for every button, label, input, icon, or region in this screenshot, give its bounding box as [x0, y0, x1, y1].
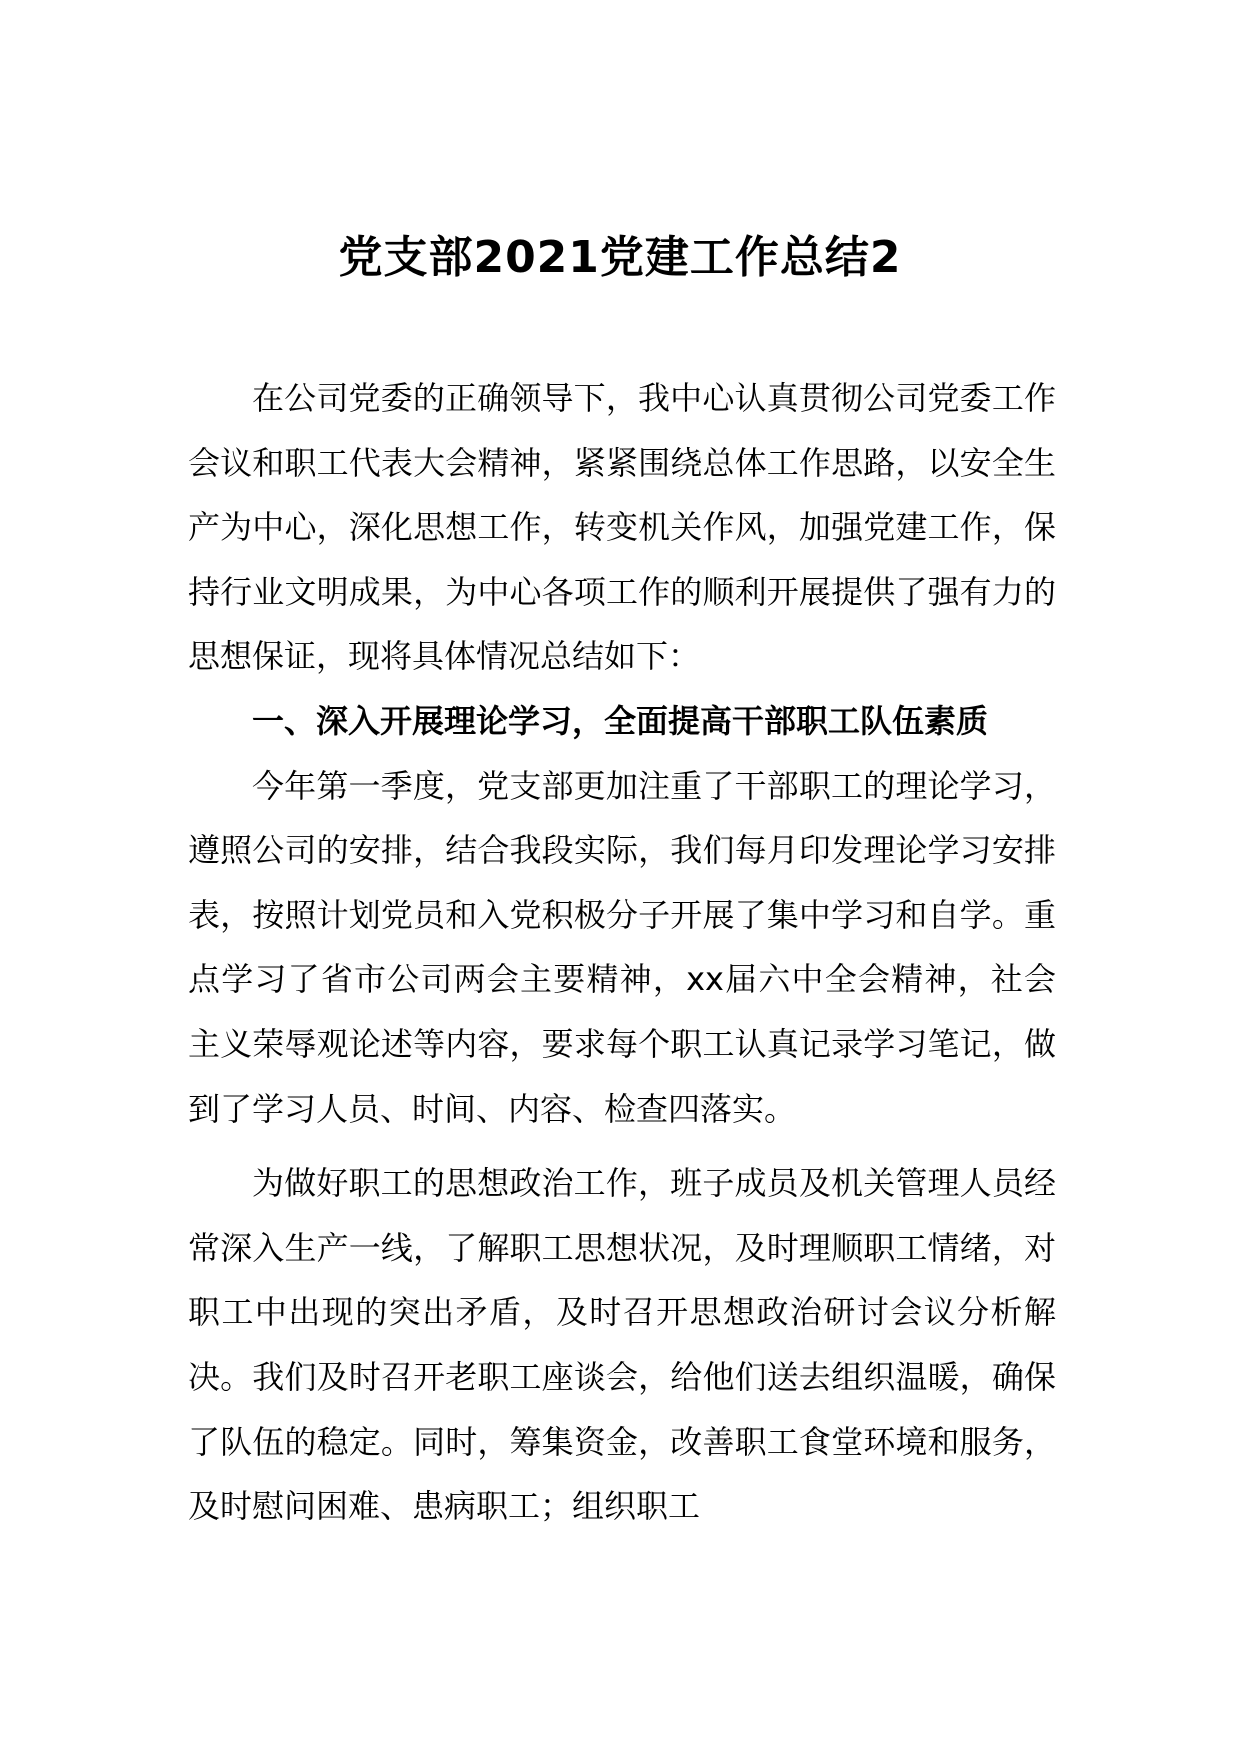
document-body — [188, 366, 1056, 1539]
paragraph-theory-study: 今年第一季度，党支部更加注重了干部职工的理论学习，遵照公司的安排，结合我段实际，我们每月印发理论学习安排表，按照计划党员和入党积极分子开展了集中学习和自学。重点学习了省市公司两会主要精神，xx届六中全会精神，社会主义荣辱观论述等内容，要求每个职工认真记录学习笔记，做到了学习人员、时间、内容、检查四落实。 — [188, 766, 1056, 1128]
intro-paragraph: 在公司党委的正确领导下，我中心认真贯彻公司党委工作会议和职工代表大会精神，紧紧围绕总体工作思路，以安全生产为中心，深化思想工作，转变机关作风，加强党建工作，保持行业文明成果，为中心各项工作的顺利开展提供了强有力的思想保证，现将具体情况总结如下： — [188, 379, 1056, 676]
section-heading: 一、深入开展理论学习，全面提高干部职工队伍素质 — [252, 701, 989, 740]
document-title: 党支部2021党建工作总结2 — [338, 232, 902, 283]
paragraph-ideological-work: 为做好职工的思想政治工作，班子成员及机关管理人员经常深入生产一线，了解职工思想状况，及时理顺职工情绪，对职工中出现的突出矛盾，及时召开思想政治研讨会议分析解决。我们及时召开老职工座谈会，给他们送去组织温暖，确保了队伍的稳定。同时，筹集资金，改善职工食堂环境和服务，及时慰问困难、患病职工；组织职工 — [188, 1164, 1056, 1526]
